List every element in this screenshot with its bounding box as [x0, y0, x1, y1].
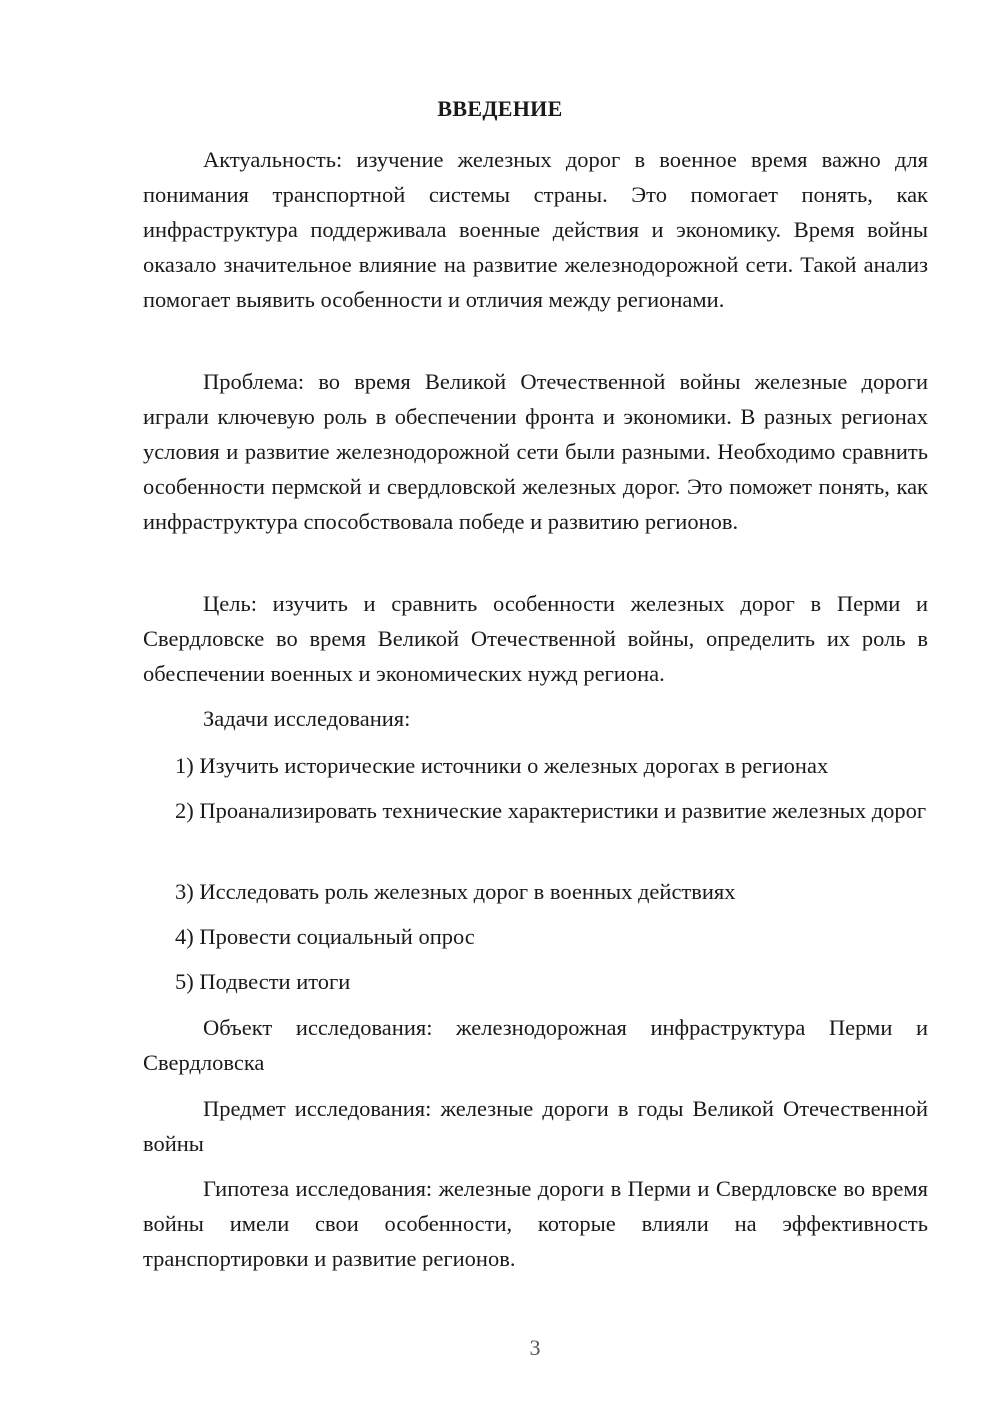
problem-paragraph: Проблема: во время Великой Отечественной войны железные дороги играли ключевую роль в обеспечении фронта и экономики. В разных регионах условия и развитие железнодорожной сети были разными. Необходимо сравнить особенности пермской и свердловской железных дорог. Это поможет понять, как инфраструктура способствовала победе и развитию регионов. [143, 369, 928, 534]
hypothesis-paragraph: Гипотеза исследования: железные дороги в Перми и Свердловске во время войны имели свои особенности, которые влияли на эффективность транспортировки и развитие регионов. [143, 1176, 928, 1271]
task-list-item: 4) Провести социальный опрос [175, 924, 475, 949]
subject-paragraph: Предмет исследования: железные дороги в годы Великой Отечественной войны [143, 1096, 928, 1156]
tasks-heading: Задачи исследования: [203, 706, 411, 731]
relevance-paragraph: Актуальность: изучение железных дорог в военное время важно для понимания транспортной системы страны. Это помогает понять, как инфраструктура поддерживала военные действия и экономику. Время войны оказало значительное влияние на развитие железнодорожной сети. Такой анализ помогает выявить особенности и отличия между регионами. [143, 147, 928, 312]
task-list-item: 5) Подвести итоги [175, 969, 351, 994]
task-list-item: 3) Исследовать роль железных дорог в военных действиях [175, 879, 736, 904]
page-title: ВВЕДЕНИЕ [437, 96, 563, 121]
goal-paragraph: Цель: изучить и сравнить особенности железных дорог в Перми и Свердловске во время Великой Отечественной войны, определить их роль в обеспечении военных и экономических нужд региона. [143, 591, 928, 686]
task-list-item: 1) Изучить исторические источники о железных дорогах в регионах [175, 753, 829, 778]
object-paragraph: Объект исследования: железнодорожная инфраструктура Перми и Свердловска [143, 1015, 928, 1075]
page-number: 3 [529, 1335, 541, 1360]
task-list-item: 2) Проанализировать технические характеристики и развитие железных дорог [175, 798, 927, 823]
